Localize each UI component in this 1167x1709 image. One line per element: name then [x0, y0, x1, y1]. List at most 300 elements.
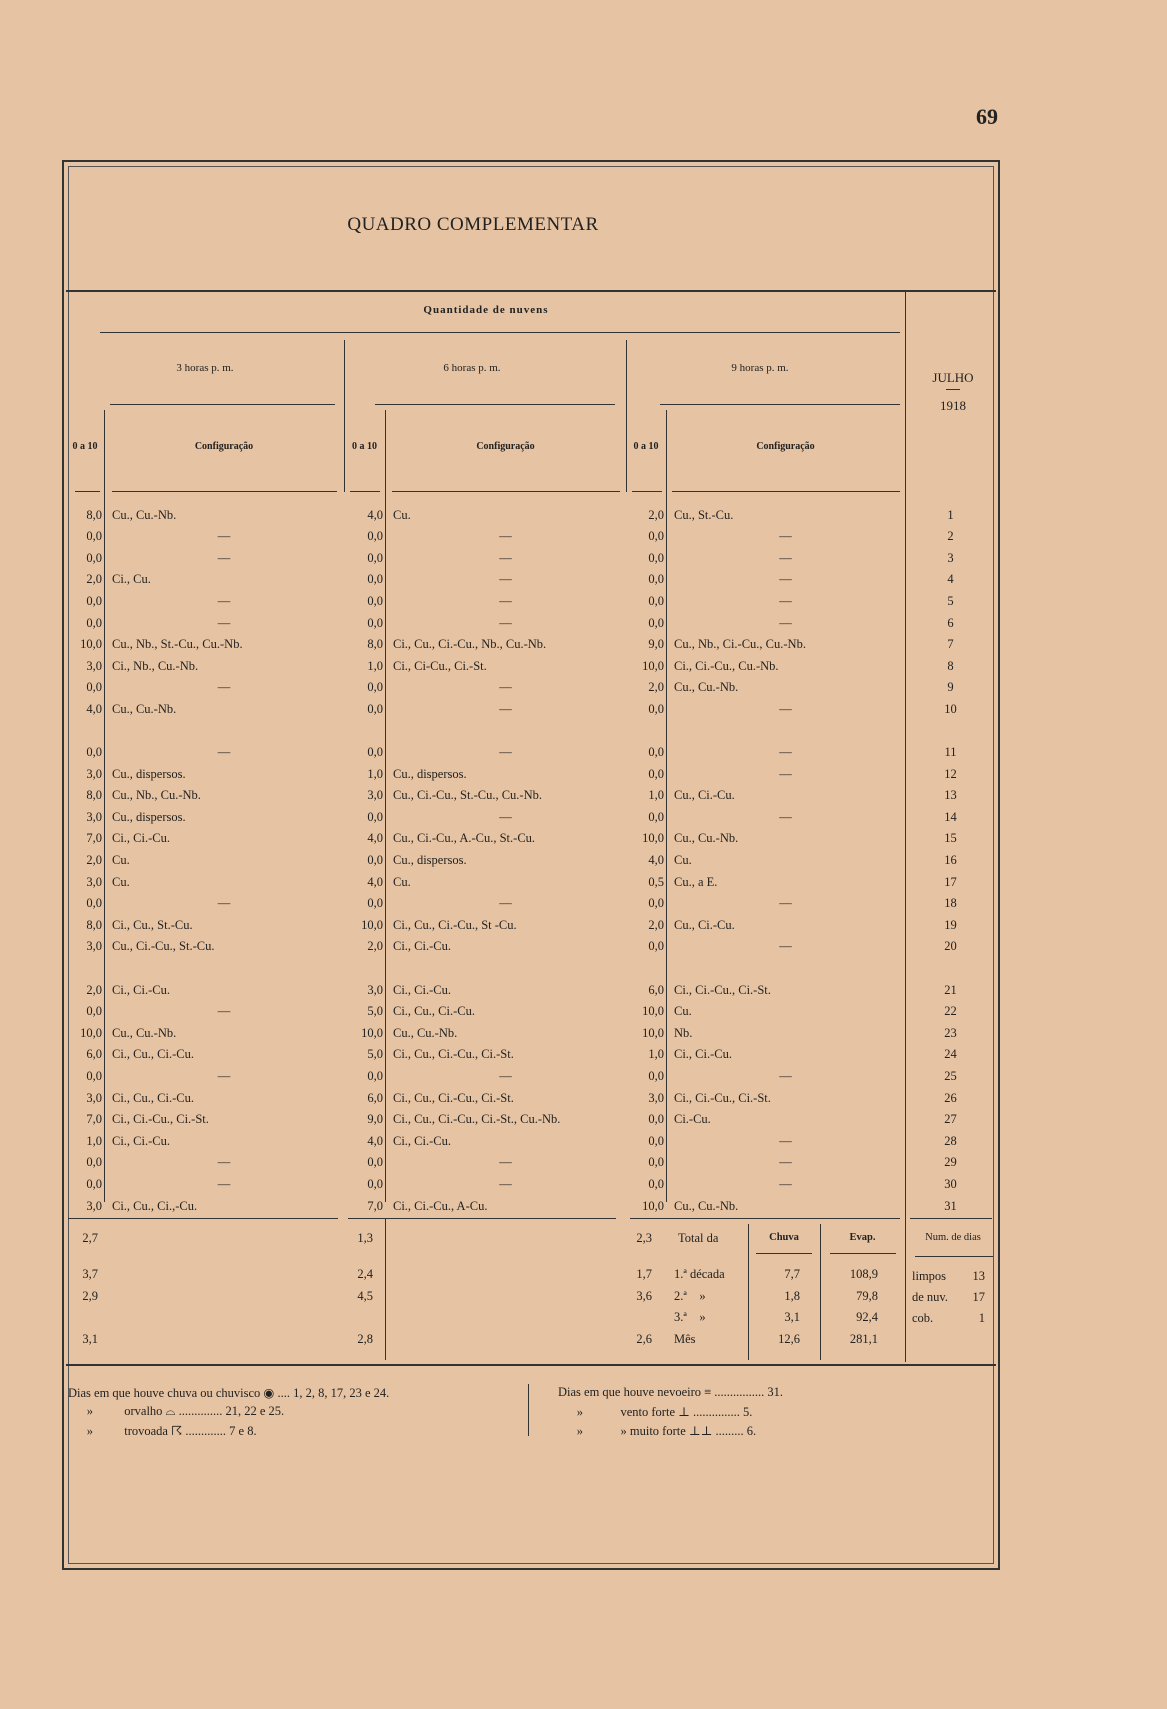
- config-6pm: Ci., Cu., Ci.-Cu., Ci.-St., Cu.-Nb.: [393, 1112, 561, 1127]
- dias-value: 1: [978, 1311, 985, 1325]
- cover-9pm: 0,0: [648, 1176, 664, 1191]
- cover-3pm: 10,0: [80, 637, 102, 652]
- config-9pm: —: [779, 809, 792, 824]
- footer-left-line-3: » trovoada ☈ ............. 7 e 8.: [68, 1424, 257, 1438]
- group-spacer: [66, 720, 996, 742]
- dias-value: 17: [972, 1290, 985, 1304]
- cover-6pm: 4,0: [367, 507, 383, 522]
- cover-6pm: 0,0: [367, 1176, 383, 1191]
- footer-left-line-2: » orvalho ⌓ .............. 21, 22 e 25.: [68, 1404, 285, 1418]
- scale-underline-3pm: [75, 491, 100, 492]
- evap-header: Evap.: [849, 1232, 876, 1243]
- config-6pm: —: [499, 896, 512, 911]
- cover-3pm: 2,0: [86, 572, 102, 587]
- cover-3pm: 7,0: [86, 831, 102, 846]
- summary-rule-c: [630, 1218, 900, 1219]
- cover-6pm: 3,0: [367, 982, 383, 997]
- cover-6pm: 4,0: [367, 874, 383, 889]
- table-row: [66, 1044, 996, 1066]
- col-divider-9h: [626, 340, 627, 492]
- table-row: [66, 526, 996, 548]
- num-dias-header: Num. de dias: [925, 1232, 981, 1243]
- cover-6pm: 5,0: [367, 1004, 383, 1019]
- cover-3pm: 3,0: [86, 1090, 102, 1105]
- period-chuva: 12,6: [778, 1332, 800, 1346]
- table-row: [66, 612, 996, 634]
- day-number: 5: [947, 593, 954, 608]
- config-6pm: Ci., Cu., Ci.-Cu.: [393, 1004, 475, 1019]
- config-6pm: —: [499, 680, 512, 695]
- chuva-rule: [756, 1253, 812, 1254]
- config-6pm: Ci., Cu., Ci.-Cu., Ci.-St.: [393, 1047, 514, 1062]
- period-evap: 79,8: [856, 1289, 878, 1303]
- day-number: 19: [944, 917, 957, 932]
- table-row: [66, 1130, 996, 1152]
- cover-6pm: 4,0: [367, 1133, 383, 1148]
- config-label-9pm: Configuração: [756, 441, 815, 452]
- dias-label: cob.: [912, 1311, 934, 1325]
- cover-6pm: 10,0: [361, 1025, 383, 1040]
- footer-right-line-3: » » muito forte ⊥⊥ ......... 6.: [558, 1424, 757, 1438]
- config-9pm: Cu., Nb., Ci.-Cu., Cu.-Nb.: [674, 637, 806, 652]
- config-underline-9pm: [672, 491, 900, 492]
- period-label: Mês: [674, 1332, 696, 1346]
- day-number: 10: [944, 701, 957, 716]
- table-row: [66, 763, 996, 785]
- page-title: QUADRO COMPLEMENTAR: [347, 214, 599, 235]
- period-evap: 281,1: [849, 1332, 878, 1346]
- day-number: 20: [944, 939, 957, 954]
- time-header-9pm: 9 horas p. m.: [731, 362, 789, 374]
- config-9pm: Ci., Ci.-Cu., Cu.-Nb.: [674, 658, 779, 673]
- evap-rule: [830, 1253, 896, 1254]
- day-number: 26: [944, 1090, 957, 1105]
- day-number: 17: [944, 874, 957, 889]
- mean-9pm-dec3: 2,6: [636, 1332, 652, 1346]
- table-row: [66, 785, 996, 807]
- mean-3pm-month: 2,7: [82, 1231, 98, 1245]
- day-number: 28: [944, 1133, 957, 1148]
- cover-6pm: 9,0: [367, 1112, 383, 1127]
- config-9pm: —: [779, 1176, 792, 1191]
- config-6pm: —: [499, 572, 512, 587]
- cover-9pm: 10,0: [642, 831, 664, 846]
- day-number: 6: [947, 615, 954, 630]
- table-row: [66, 1065, 996, 1087]
- day-number: 27: [944, 1112, 957, 1127]
- period-chuva: 1,8: [784, 1289, 800, 1303]
- period-chuva: 3,1: [784, 1310, 800, 1324]
- table-row: [66, 1022, 996, 1044]
- scale-label-9pm: 0 a 10: [633, 441, 659, 452]
- config-3pm: Cu., Cu.-Nb.: [112, 507, 177, 522]
- config-9pm: —: [779, 1155, 792, 1170]
- cover-9pm: 2,0: [648, 917, 664, 932]
- cover-3pm: 2,0: [86, 982, 102, 997]
- config-9pm: Nb.: [674, 1025, 693, 1040]
- brace-6pm: [375, 404, 615, 405]
- summary-rule-a: [68, 1218, 338, 1219]
- period-label: 3.ª »: [674, 1310, 706, 1324]
- table-row: [66, 850, 996, 872]
- cover-6pm: 0,0: [367, 550, 383, 565]
- cover-6pm: 4,0: [367, 831, 383, 846]
- clouds-group-header: Quantidade de nuvens: [423, 304, 549, 316]
- config-6pm: Ci., Ci.-Cu.: [393, 1133, 451, 1148]
- mean-3pm-dec3: 3,1: [82, 1332, 98, 1346]
- config-9pm: —: [779, 939, 792, 954]
- config-9pm: —: [779, 550, 792, 565]
- day-number: 30: [944, 1176, 957, 1191]
- config-9pm: —: [779, 572, 792, 587]
- cover-9pm: 0,0: [648, 593, 664, 608]
- cover-9pm: 0,0: [648, 766, 664, 781]
- config-6pm: Ci., Ci-Cu., Ci.-St.: [393, 658, 487, 673]
- cover-6pm: 7,0: [367, 1198, 383, 1213]
- scale-underline-9pm: [632, 491, 662, 492]
- cover-9pm: 9,0: [648, 637, 664, 652]
- period-label: 2.ª »: [674, 1289, 706, 1303]
- day-number: 2: [947, 529, 954, 544]
- cover-9pm: 2,0: [648, 680, 664, 695]
- table-row: [66, 1195, 996, 1217]
- num-dias-rule: [915, 1256, 993, 1257]
- config-9pm: —: [779, 615, 792, 630]
- config-3pm: Ci., Cu., St.-Cu.: [112, 917, 193, 932]
- cover-3pm: 8,0: [86, 788, 102, 803]
- cover-3pm: 0,0: [86, 615, 102, 630]
- day-number: 21: [944, 982, 957, 997]
- year-label: 1918: [940, 398, 966, 413]
- table-row: [66, 742, 996, 764]
- cover-6pm: 1,0: [367, 658, 383, 673]
- config-3pm: —: [217, 680, 231, 695]
- config-3pm: Ci., Nb., Cu.-Nb.: [112, 658, 199, 673]
- config-9pm: —: [779, 1133, 792, 1148]
- config-6pm: —: [499, 615, 512, 630]
- period-chuva: 7,7: [784, 1267, 800, 1281]
- cover-3pm: 0,0: [86, 680, 102, 695]
- config-6pm: Ci., Ci.-Cu.: [393, 982, 451, 997]
- cover-6pm: 0,0: [367, 745, 383, 760]
- cover-9pm: 0,0: [648, 615, 664, 630]
- table-row: [66, 828, 996, 850]
- day-number: 29: [944, 1155, 957, 1170]
- mean-9pm-dec2: 3,6: [636, 1289, 652, 1303]
- cover-6pm: 2,0: [367, 939, 383, 954]
- cover-6pm: 0,0: [367, 680, 383, 695]
- table-row: [66, 1173, 996, 1195]
- cover-9pm: 10,0: [642, 1004, 664, 1019]
- config-3pm: —: [217, 1068, 231, 1083]
- page-number: 69: [976, 104, 998, 129]
- footer-col-divider: [528, 1384, 529, 1436]
- cover-6pm: 0,0: [367, 701, 383, 716]
- config-3pm: Cu., dispersos.: [112, 809, 186, 824]
- period-label: 1.ª década: [674, 1267, 725, 1281]
- config-6pm: Ci., Cu., Ci.-Cu., St -Cu.: [393, 917, 517, 932]
- cover-9pm: 0,0: [648, 550, 664, 565]
- cover-3pm: 3,0: [86, 766, 102, 781]
- table-row: [66, 569, 996, 591]
- config-3pm: Cu.: [112, 853, 130, 868]
- table-row: [66, 1087, 996, 1109]
- config-3pm: Cu., Nb., St.-Cu., Cu.-Nb.: [112, 637, 243, 652]
- day-number: 1: [947, 507, 954, 522]
- cover-6pm: 0,0: [367, 593, 383, 608]
- cover-3pm: 3,0: [86, 658, 102, 673]
- config-9pm: —: [779, 529, 792, 544]
- footer-left-line-1: Dias em que houve chuva ou chuvisco ◉ .... 1, 2, 8, 17, 23 e 24.: [68, 1386, 390, 1400]
- chuva-header: Chuva: [769, 1232, 799, 1243]
- config-9pm: Cu., a E.: [674, 874, 718, 889]
- cover-9pm: 2,0: [648, 507, 664, 522]
- month-rule: [946, 389, 960, 390]
- config-3pm: Cu., dispersos.: [112, 766, 186, 781]
- scale-underline-6pm: [350, 491, 380, 492]
- table-row: [66, 914, 996, 936]
- config-9pm: —: [779, 593, 792, 608]
- config-6pm: Cu., Cu.-Nb.: [393, 1025, 458, 1040]
- config-6pm: —: [499, 593, 512, 608]
- footer-right-line-2: » vento forte ⊥ ............... 5.: [558, 1405, 753, 1419]
- cover-6pm: 0,0: [367, 615, 383, 630]
- group-brace: [100, 332, 900, 333]
- day-number: 14: [944, 809, 957, 824]
- table-row: [66, 634, 996, 656]
- dias-label: limpos: [912, 1269, 947, 1283]
- config-3pm: Ci., Cu., Ci.-Cu.: [112, 1047, 194, 1062]
- mean-9pm-month: 2,3: [636, 1231, 652, 1245]
- cover-9pm: 10,0: [642, 658, 664, 673]
- cover-3pm: 0,0: [86, 896, 102, 911]
- cover-9pm: 10,0: [642, 1025, 664, 1040]
- config-3pm: —: [217, 615, 231, 630]
- config-3pm: Ci., Cu., Ci.-Cu.: [112, 1090, 194, 1105]
- cover-3pm: 2,0: [86, 853, 102, 868]
- config-6pm: —: [499, 529, 512, 544]
- day-number: 12: [944, 766, 957, 781]
- cover-3pm: 0,0: [86, 1068, 102, 1083]
- config-3pm: —: [217, 529, 231, 544]
- dias-label: de nuv.: [912, 1290, 948, 1304]
- config-6pm: —: [499, 1068, 512, 1083]
- config-9pm: —: [779, 701, 792, 716]
- cover-9pm: 1,0: [648, 1047, 664, 1062]
- cover-3pm: 0,0: [86, 1176, 102, 1191]
- cover-3pm: 8,0: [86, 917, 102, 932]
- config-6pm: Cu., dispersos.: [393, 853, 467, 868]
- config-6pm: —: [499, 1176, 512, 1191]
- total-label: Total da: [678, 1231, 719, 1245]
- cover-9pm: 0,5: [648, 874, 664, 889]
- footer-divider: [66, 1364, 996, 1366]
- month-col-divider: [905, 292, 906, 492]
- config-3pm: —: [217, 1004, 231, 1019]
- scale-label-6pm: 0 a 10: [352, 441, 377, 452]
- cover-9pm: 0,0: [648, 1112, 664, 1127]
- day-number: 11: [944, 745, 957, 760]
- mean-3pm-dec1: 3,7: [82, 1267, 98, 1281]
- table-row: [66, 893, 996, 915]
- summary-divider-b: [385, 1218, 386, 1360]
- config-6pm: Cu.: [393, 874, 411, 889]
- cover-3pm: 0,0: [86, 550, 102, 565]
- cover-6pm: 5,0: [367, 1047, 383, 1062]
- config-6pm: Cu., Ci.-Cu., St.-Cu., Cu.-Nb.: [393, 788, 542, 803]
- config-3pm: Cu., Cu.-Nb.: [112, 701, 177, 716]
- config-6pm: —: [499, 1155, 512, 1170]
- config-underline-3pm: [112, 491, 337, 492]
- config-9pm: Cu., St.-Cu.: [674, 507, 734, 522]
- config-6pm: Cu., Ci.-Cu., A.-Cu., St.-Cu.: [393, 831, 536, 846]
- cover-9pm: 0,0: [648, 896, 664, 911]
- config-6pm: —: [499, 550, 512, 565]
- cover-9pm: 0,0: [648, 572, 664, 587]
- day-number: 25: [944, 1068, 957, 1083]
- table-row: [66, 590, 996, 612]
- brace-9pm: [660, 404, 900, 405]
- config-9pm: Cu.: [674, 853, 692, 868]
- config-9pm: Ci., Ci.-Cu., Ci.-St.: [674, 1090, 771, 1105]
- table-row: [66, 504, 996, 526]
- mean-6pm-dec1: 2,4: [357, 1267, 373, 1281]
- cover-3pm: 0,0: [86, 593, 102, 608]
- config-3pm: —: [217, 745, 231, 760]
- config-3pm: Ci., Cu., Ci.,-Cu.: [112, 1198, 198, 1213]
- config-6pm: Ci., Ci.-Cu.: [393, 939, 451, 954]
- config-3pm: —: [217, 550, 231, 565]
- cover-6pm: 0,0: [367, 1068, 383, 1083]
- config-3pm: Ci., Ci.-Cu.: [112, 982, 170, 997]
- cover-9pm: 1,0: [648, 788, 664, 803]
- day-number: 13: [944, 788, 957, 803]
- config-label-6pm: Configuração: [476, 441, 535, 452]
- cover-3pm: 3,0: [86, 809, 102, 824]
- cover-3pm: 1,0: [86, 1133, 102, 1148]
- config-9pm: —: [779, 1068, 792, 1083]
- day-number: 23: [944, 1025, 957, 1040]
- title-divider: [66, 290, 996, 292]
- cover-6pm: 0,0: [367, 1155, 383, 1170]
- cover-3pm: 7,0: [86, 1112, 102, 1127]
- cover-6pm: 3,0: [367, 788, 383, 803]
- config-6pm: Ci., Cu., Ci.-Cu., Nb., Cu.-Nb.: [393, 637, 547, 652]
- config-6pm: Cu.: [393, 507, 411, 522]
- table-row: [66, 979, 996, 1001]
- day-number: 4: [947, 572, 954, 587]
- config-9pm: —: [779, 766, 792, 781]
- cover-9pm: 3,0: [648, 1090, 664, 1105]
- day-number: 8: [947, 658, 954, 673]
- config-3pm: —: [217, 896, 231, 911]
- config-9pm: —: [779, 896, 792, 911]
- time-header-6pm: 6 horas p. m.: [443, 362, 501, 374]
- day-number: 3: [947, 550, 954, 565]
- cover-6pm: 0,0: [367, 853, 383, 868]
- cover-9pm: 0,0: [648, 745, 664, 760]
- day-number: 31: [944, 1198, 957, 1213]
- cover-9pm: 0,0: [648, 1155, 664, 1170]
- mean-9pm-dec1: 1,7: [636, 1267, 652, 1281]
- table-row: [66, 871, 996, 893]
- cover-3pm: 3,0: [86, 939, 102, 954]
- cover-3pm: 8,0: [86, 507, 102, 522]
- cover-9pm: 6,0: [648, 982, 664, 997]
- cover-9pm: 4,0: [648, 853, 664, 868]
- footer-right-line-1: Dias em que houve nevoeiro ≡ ................ 31.: [558, 1385, 784, 1399]
- cover-6pm: 0,0: [367, 529, 383, 544]
- cover-3pm: 0,0: [86, 529, 102, 544]
- config-6pm: —: [499, 745, 512, 760]
- cover-3pm: 6,0: [86, 1047, 102, 1062]
- cover-6pm: 0,0: [367, 572, 383, 587]
- day-number: 7: [947, 637, 954, 652]
- cover-9pm: 10,0: [642, 1198, 664, 1213]
- table-row: [66, 1109, 996, 1131]
- config-6pm: —: [499, 701, 512, 716]
- table-row: [66, 806, 996, 828]
- config-label-3pm: Configuração: [194, 441, 254, 452]
- cover-6pm: 0,0: [367, 896, 383, 911]
- config-3pm: Cu., Nb., Cu.-Nb.: [112, 788, 201, 803]
- cloud-observations-table: [66, 504, 996, 1217]
- col-divider-6h: [344, 340, 345, 492]
- cover-3pm: 0,0: [86, 745, 102, 760]
- cover-9pm: 0,0: [648, 1133, 664, 1148]
- config-9pm: Cu., Cu.-Nb.: [674, 831, 739, 846]
- config-9pm: Ci.-Cu.: [674, 1112, 711, 1127]
- config-3pm: —: [217, 1155, 231, 1170]
- config-9pm: Ci., Ci.-Cu., Ci.-St.: [674, 982, 771, 997]
- day-number: 18: [944, 896, 957, 911]
- table-row: [66, 936, 996, 958]
- cover-9pm: 0,0: [648, 809, 664, 824]
- config-9pm: —: [779, 745, 792, 760]
- summary-rule-b: [348, 1218, 616, 1219]
- day-number: 16: [944, 853, 957, 868]
- day-number: 15: [944, 831, 957, 846]
- mean-6pm-dec2: 4,5: [357, 1289, 373, 1303]
- day-number: 24: [944, 1047, 957, 1062]
- period-evap: 108,9: [849, 1267, 878, 1281]
- mean-6pm-month: 1,3: [357, 1231, 373, 1245]
- cover-6pm: 0,0: [367, 809, 383, 824]
- dias-value: 13: [972, 1269, 985, 1283]
- config-9pm: Cu., Cu.-Nb.: [674, 1198, 739, 1213]
- config-3pm: Ci., Ci.-Cu.: [112, 1133, 170, 1148]
- table-row: [66, 547, 996, 569]
- cover-9pm: 0,0: [648, 701, 664, 716]
- cover-6pm: 8,0: [367, 637, 383, 652]
- scale-label-3pm: 0 a 10: [72, 441, 98, 452]
- summary-rule-d: [910, 1218, 992, 1219]
- cover-6pm: 1,0: [367, 766, 383, 781]
- config-3pm: —: [217, 1176, 231, 1191]
- cover-6pm: 10,0: [361, 917, 383, 932]
- config-3pm: Cu., Cu.-Nb.: [112, 1025, 177, 1040]
- mean-6pm-dec3: 2,8: [357, 1332, 373, 1346]
- config-3pm: Ci., Ci.-Cu., Ci.-St.: [112, 1112, 209, 1127]
- cover-3pm: 0,0: [86, 1004, 102, 1019]
- cover-3pm: 4,0: [86, 701, 102, 716]
- day-number: 22: [944, 1004, 957, 1019]
- cover-9pm: 0,0: [648, 1068, 664, 1083]
- cover-3pm: 0,0: [86, 1155, 102, 1170]
- cover-6pm: 6,0: [367, 1090, 383, 1105]
- config-3pm: —: [217, 593, 231, 608]
- config-6pm: —: [499, 809, 512, 824]
